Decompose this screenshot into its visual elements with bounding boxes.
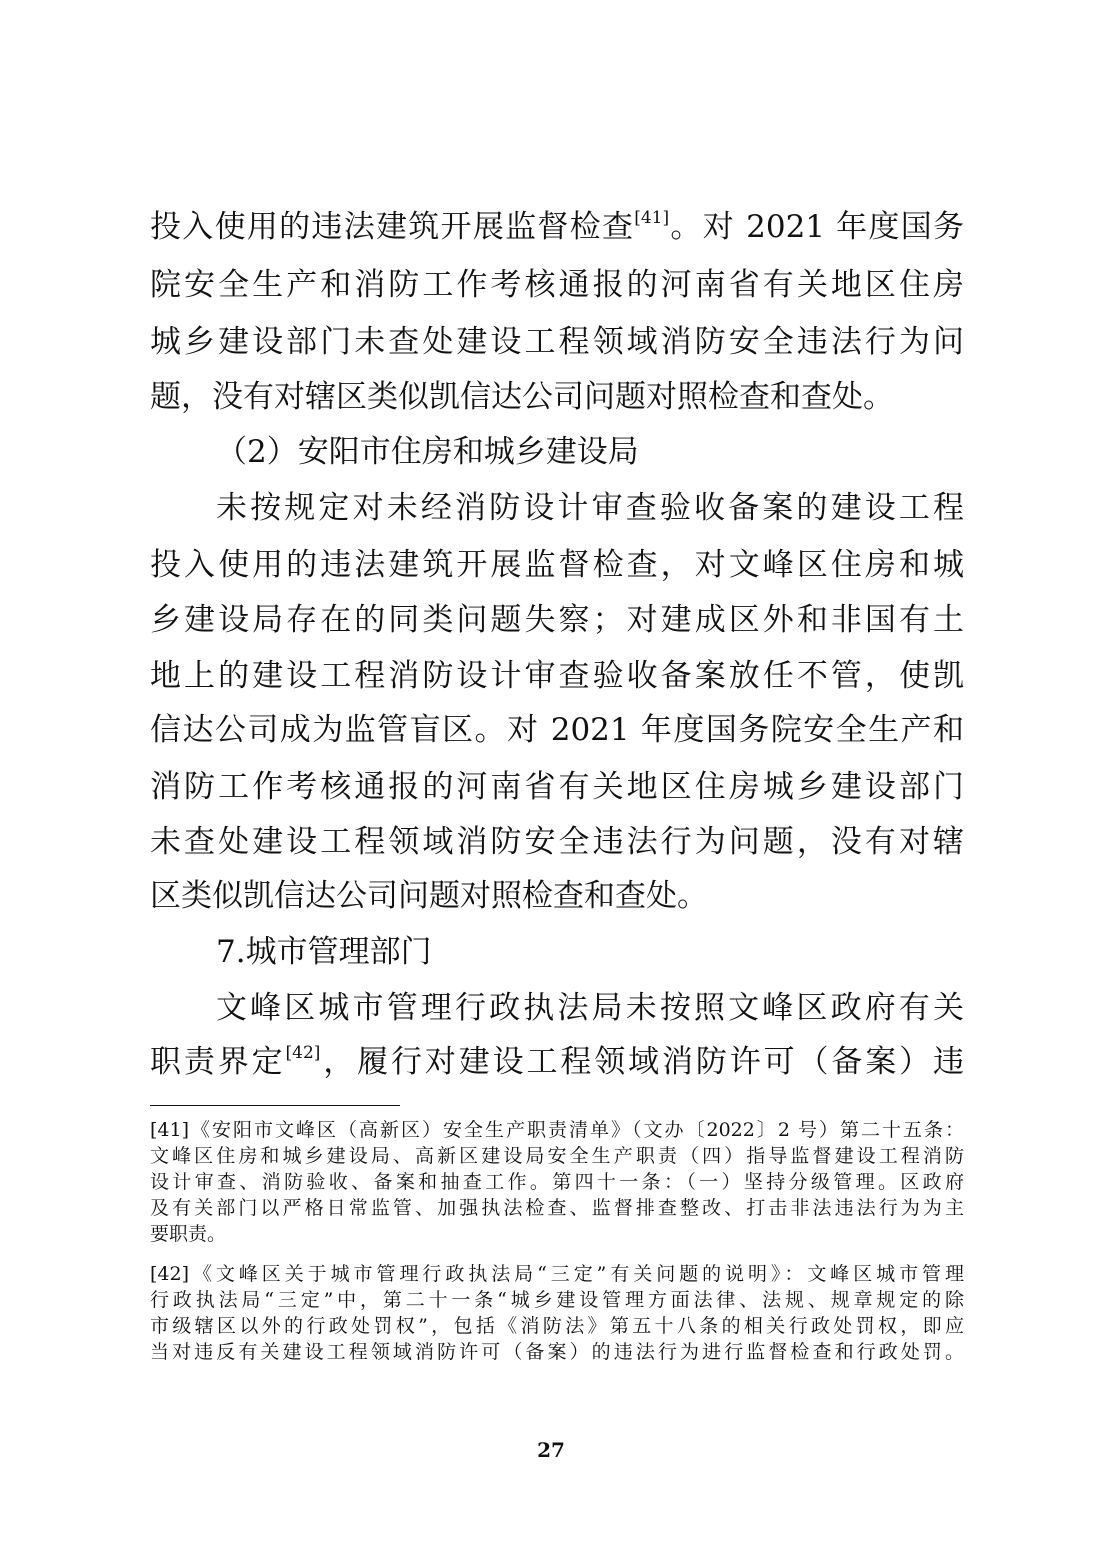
text-segment: ，履行对建设工程领域消防许可（备案）违 (320, 1044, 965, 1080)
footnote-42-line-3: 市级辖区以外的行政处罚权”，包括《消防法》第五十八条的相关行政处罚权，即应 (150, 1315, 964, 1337)
paragraph-2-line-2: 投入使用的违法建筑开展监督检查，对文峰区住房和城 (150, 547, 964, 583)
paragraph-2-line-5: 信达公司成为监管盲区。对 2021 年度国务院安全生产和 (150, 712, 964, 748)
paragraph-1-line-2: 院安全生产和消防工作考核通报的河南省有关地区住房 (150, 267, 964, 303)
footnote-42-line-4: 当对违反有关建设工程领域消防许可（备案）的违法行为进行监督检查和行政处罚。 (150, 1341, 964, 1363)
paragraph-2-line-8: 区类似凯信达公司问题对照检查和查处。 (150, 878, 708, 914)
footnote-41-line-4: 及有关部门以严格日常监管、加强执法检查、监督排查整改、打击非法违法行为为主 (150, 1197, 964, 1219)
paragraph-2-line-6: 消防工作考核通报的河南省有关地区住房城乡建设部门 (150, 769, 964, 805)
paragraph-1-line-4: 题，没有对辖区类似凯信达公司问题对照检查和查处。 (150, 379, 894, 415)
text-segment: 。对 2021 年度国务 (669, 209, 964, 245)
footnote-42-line-2: 行政执法局“三定”中，第二十一条“城乡建设管理方面法律、法规、规章规定的除 (150, 1289, 964, 1311)
footnote-separator (150, 1105, 400, 1106)
section-heading-7: 7.城市管理部门 (216, 934, 432, 970)
paragraph-3-line-2 (150, 1034, 964, 1090)
footnote-41-line-3: 设计审查、消防验收、备案和抽查工作。第四十一条：（一）坚持分级管理。区政府 (150, 1171, 964, 1193)
page-number: 27 (537, 1438, 565, 1462)
paragraph-2-line-7: 未查处建设工程领域消防安全违法行为问题，没有对辖 (150, 824, 964, 860)
footnote-41-line-1: [41]《安阳市文峰区（高新区）安全生产职责清单》（文办〔2022〕2 号）第二十五条： (150, 1119, 964, 1141)
paragraph-3-line-1: 文峰区城市管理行政执法局未按照文峰区政府有关 (216, 990, 964, 1026)
paragraph-1-line-3: 城乡建设部门未查处建设工程领域消防安全违法行为问 (150, 324, 964, 360)
paragraph-2-line-4: 地上的建设工程消防设计审查验收备案放任不管，使凯 (150, 658, 964, 694)
paragraph-2-line-1: 未按规定对未经消防设计审查验收备案的建设工程 (216, 490, 964, 526)
footnote-41-line-2: 文峰区住房和城乡建设局、高新区建设局安全生产职责（四）指导监督建设工程消防 (150, 1145, 964, 1167)
text-segment: 职责界定 (150, 1044, 286, 1080)
paragraph-2-line-3: 乡建设局存在的同类问题失察；对建成区外和非国有土 (150, 602, 964, 638)
text-segment: 投入使用的违法建筑开展监督检查 (150, 209, 635, 245)
footnote-41-line-5: 要职责。 (150, 1223, 227, 1245)
paragraph-1-line-1 (150, 199, 964, 255)
footnote-42-line-1: [42]《文峰区关于城市管理行政执法局“三定”有关问题的说明》：文峰区城市管理 (150, 1263, 964, 1285)
footnote-ref-42[interactable]: [42] (285, 1043, 321, 1063)
section-heading-2: （2）安阳市住房和城乡建设局 (216, 434, 639, 470)
footnote-ref-41[interactable]: [41] (634, 208, 670, 228)
